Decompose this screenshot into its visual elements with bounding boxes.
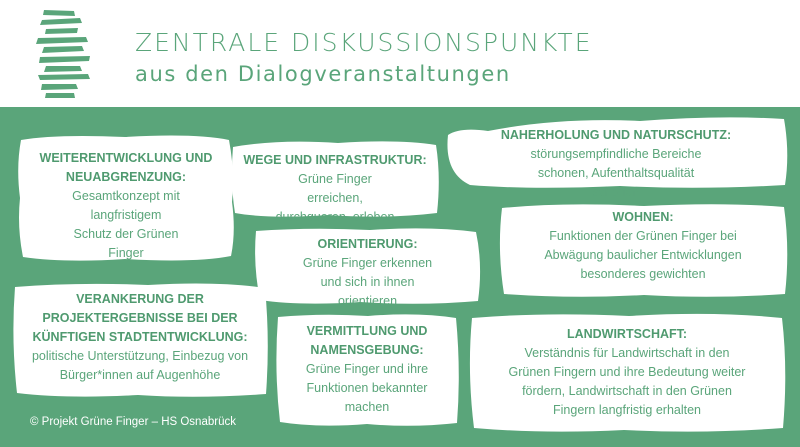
card-naherholung xyxy=(440,113,792,199)
card-weiterentwicklung xyxy=(15,132,237,264)
card-wohnen xyxy=(494,200,792,300)
card-orientierung xyxy=(250,225,485,307)
card-vermittlung xyxy=(272,311,462,429)
card-heading: NAHERHOLUNG UND NATURSCHUTZ: xyxy=(500,128,732,142)
card-heading: WEGE UND INFRASTRUKTUR: xyxy=(243,153,427,167)
card-verankerung xyxy=(8,280,272,400)
card-body: störungsempfindliche Bereiche schonen, Aufenthaltsqualität schaffen xyxy=(530,147,702,199)
card-heading: VERANKERUNG DER PROJEKTERGEBNISSE BEI DER KÜNFTIGEN STADTENTWICKLUNG: xyxy=(32,292,248,344)
card-body: Grüne Finger erkennen und sich in ihnen orientieren xyxy=(302,256,433,308)
striped-brushstroke-logo-icon xyxy=(30,8,100,100)
card-heading: WOHNEN: xyxy=(612,210,674,224)
card-body: Grüne Finger erreichen, durchqueren, erleben xyxy=(275,172,395,224)
card-body: Verständnis für Landwirtschaft in den Grünen Fingern und ihre Bedeutung weiter fördern, Landwirtschaft in den Grünen Fingern langfristig erhalten xyxy=(508,346,746,417)
card-body: politische Unterstützung, Einbezug von Bürger*innen auf Augenhöhe xyxy=(31,349,249,382)
card-heading: LANDWIRTSCHAFT: xyxy=(566,327,688,341)
card-heading: ORIENTIERUNG: xyxy=(317,237,418,251)
card-heading: WEITERENTWICKLUNG UND NEUABGRENZUNG: xyxy=(39,151,213,184)
card-body: Gesamtkonzept mit langfristigem Schutz der Grünen Finger xyxy=(72,189,180,260)
card-body: Funktionen der Grünen Finger bei Abwägung baulicher Entwicklungen besonderes gewichten xyxy=(544,229,742,281)
card-wege-infrastruktur xyxy=(228,137,442,224)
header xyxy=(0,0,800,107)
card-landwirtschaft xyxy=(464,310,790,435)
page-subtitle: aus den Dialogveranstaltungen xyxy=(135,62,511,86)
copyright-notice: © Projekt Grüne Finger – HS Osnabrück xyxy=(30,416,236,428)
page-title: ZENTRALE DISKUSSIONSPUNKTE xyxy=(135,28,593,57)
card-heading: VERMITTLUNG UND NAMENSGEBUNG: xyxy=(306,324,428,357)
card-body: Grüne Finger und ihre Funktionen bekannter machen xyxy=(305,362,429,414)
